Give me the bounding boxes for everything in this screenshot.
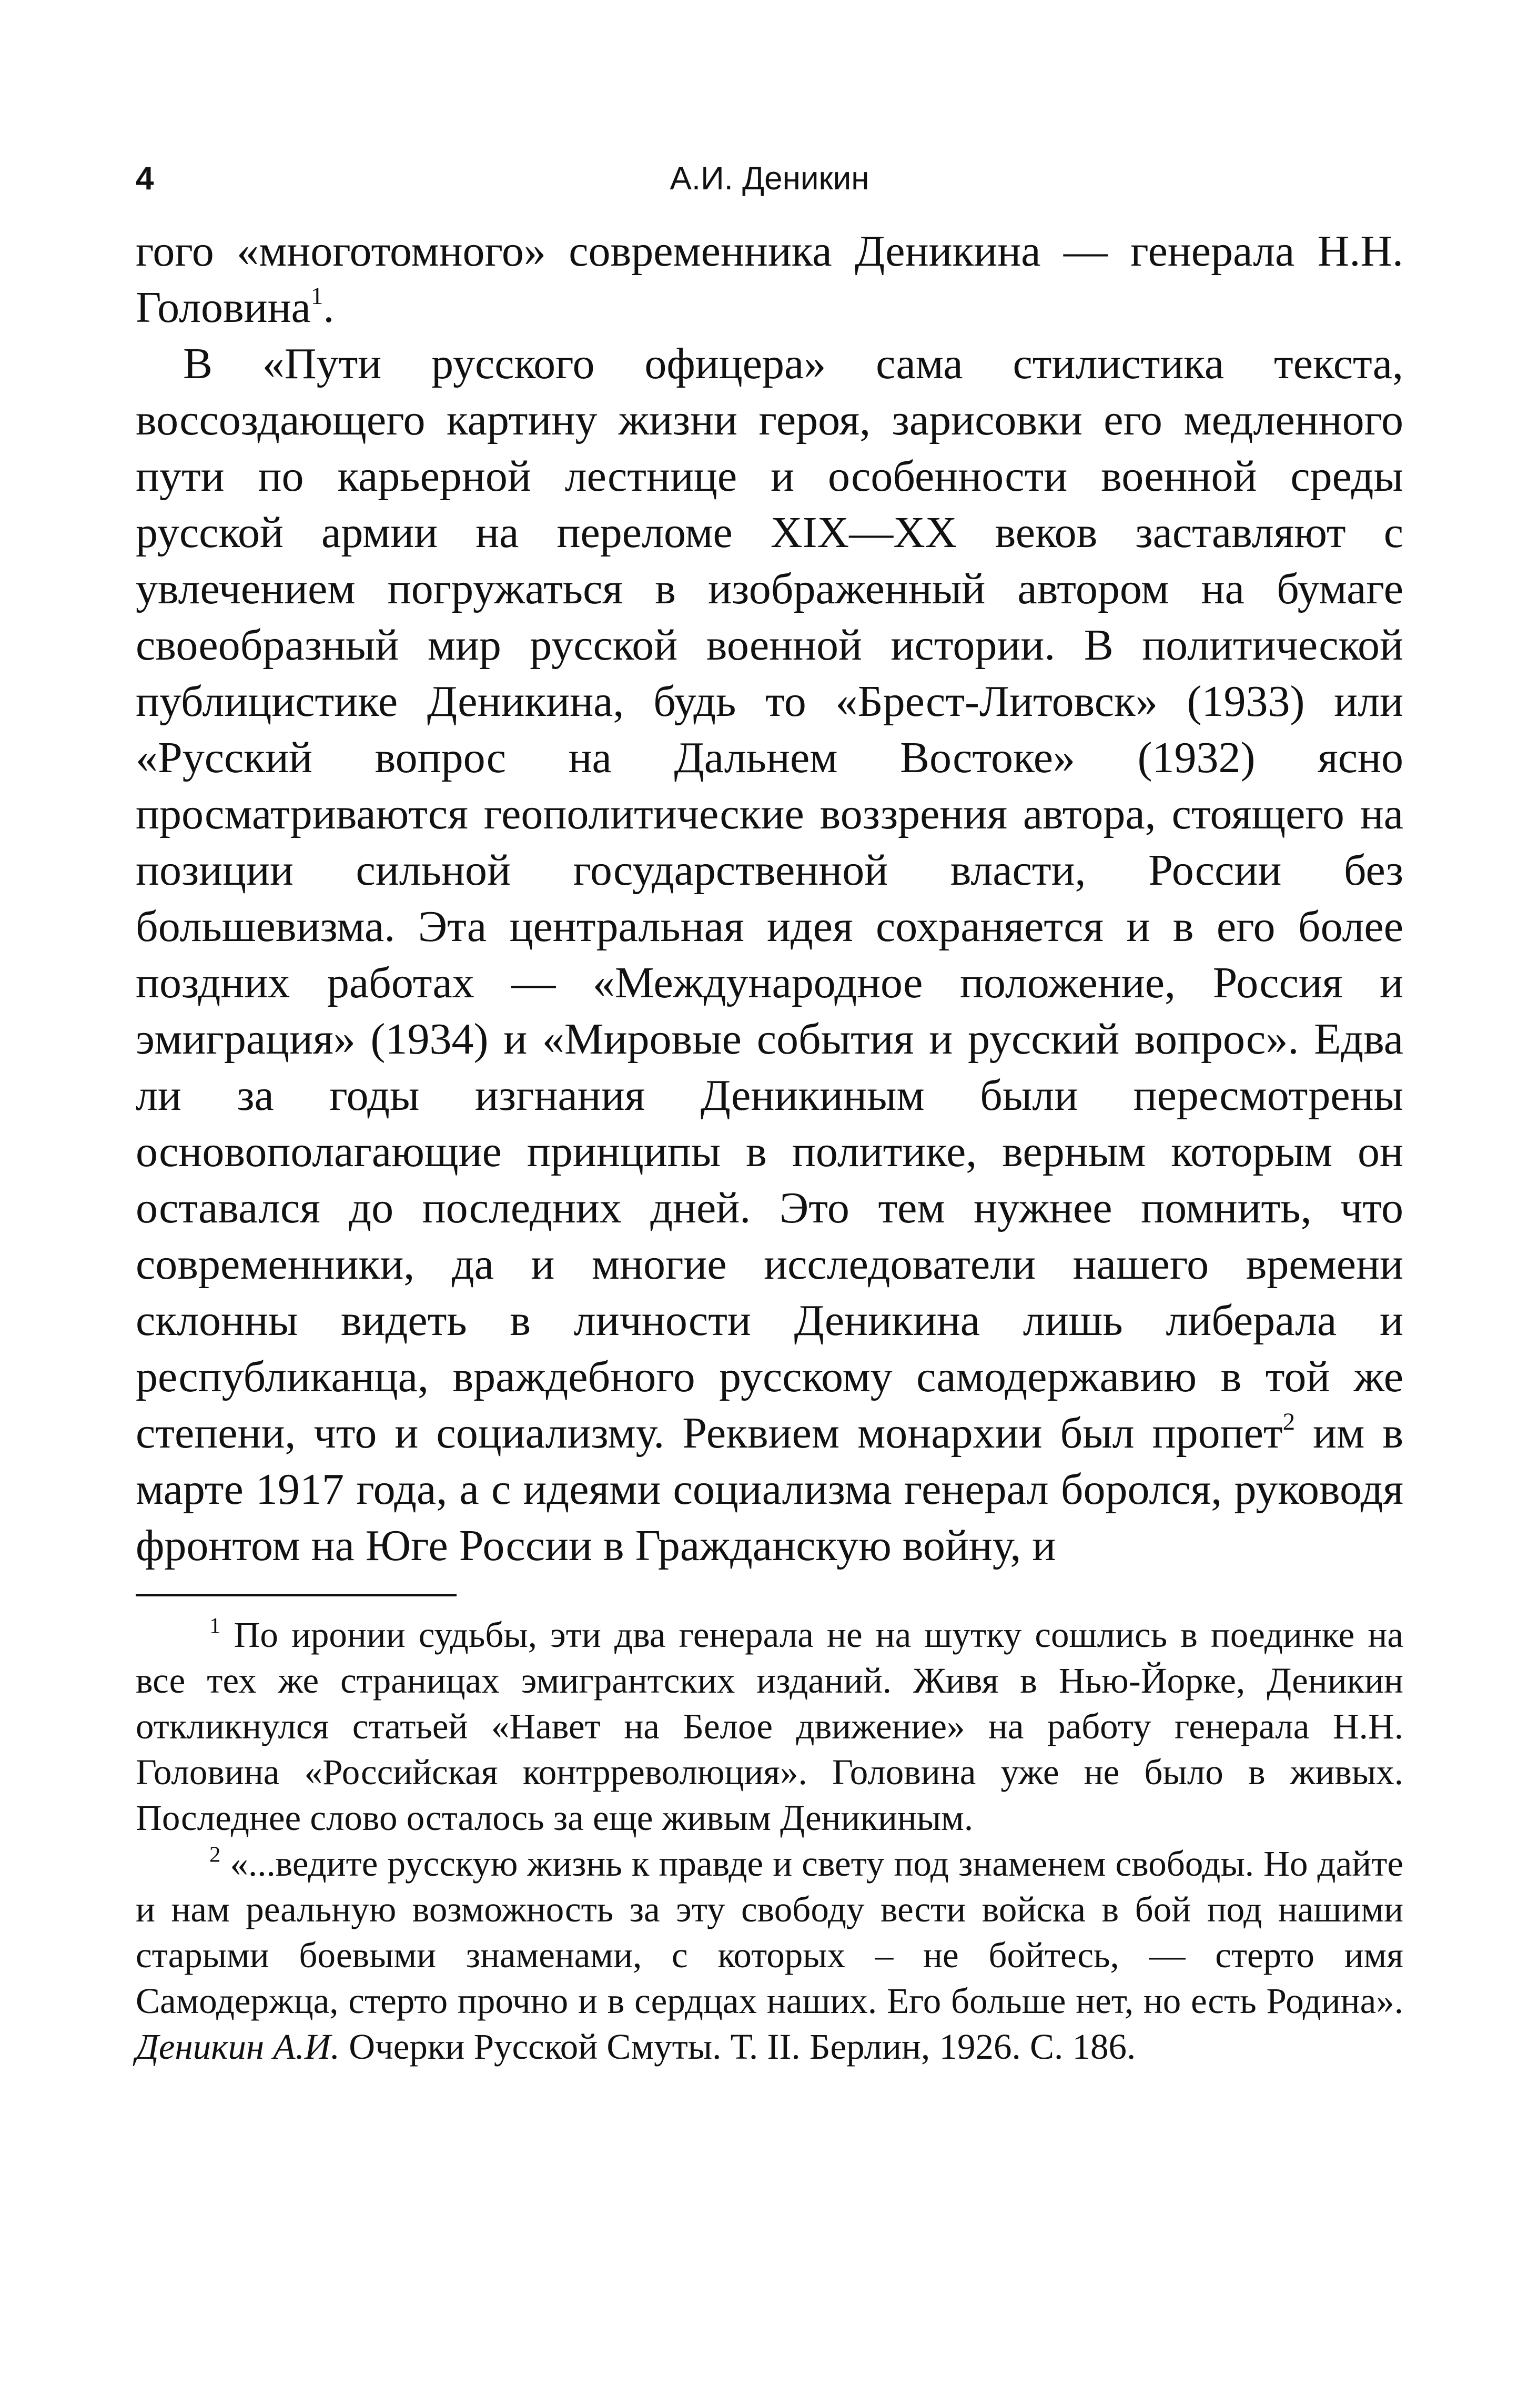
footnote-text: «...ведите русскую жизнь к правде и свету под знаменем свободы. Но дайте и нам реальную возможность за эту свободу вести войска в бой под нашими старыми боевыми знаменами, с которых – не бойтесь, — стерто имя Самодержца, стерто прочно и в сердцах наших. Его больше нет, но есть Родина».: [136, 1844, 1403, 2021]
paragraph-end: .: [323, 283, 335, 332]
paragraph-text: гого «многотомного» современника Деникина — генерала Н.Н. Головина: [136, 227, 1403, 332]
footnote-ref-2: 2: [1282, 1408, 1296, 1436]
page-number: 4: [136, 160, 154, 197]
running-header: [136, 158, 1403, 200]
main-text: [136, 223, 1403, 1574]
paragraph-continued: [136, 223, 1403, 336]
citation-source: Очерки Русской Смуты. Т. II. Берлин, 1926. С. 186.: [340, 2027, 1136, 2067]
paragraph-text: В «Пути русского офицера» сама стилистика текста, воссоздающего картину жизни героя, зарисовки его медленного пути по карьерной лестнице и особенности военной среды русской армии на переломе XIX—XX веков заставляют с увлечением погружаться в изображенный автором на бумаге своеобразный мир русской военной истории. В политической публицистике Деникина, будь то «Брест-Литовск» (1933) или «Русский вопрос на Дальнем Востоке» (1932) ясно просматриваются геополитические воззрения автора, стоящего на позиции сильной государственной власти, России без большевизма. Эта центральная идея сохраняется и в его более поздних работах — «Международное положение, Россия и эмиграция» (1934) и «Мировые события и русский вопрос». Едва ли за годы изгнания Деникиным были пересмотрены основополагающие принципы в политике, верным которым он оставался до последних дней. Это тем нужнее помнить, что современники, да и многие исследователи нашего времени склонны видеть в личности Деникина лишь либерала и республиканца, враждебного русскому самодержавию в той же степени, что и социализму. Реквием монархии был пропет: [136, 339, 1403, 1458]
footnote-ref-1: 1: [310, 282, 323, 310]
footnote-divider: [136, 1594, 457, 1596]
footnote-text: По иронии судьбы, эти два генерала не на шутку сошлись в поединке на все тех же страницах эмигрантских изданий. Живя в Нью-Йорке, Деникин откликнулся статьей «Навет на Белое движение» на работу генерала Н.Н. Головина «Российская контрреволюция». Головина уже не было в живых. Последнее слово осталось за еще живым Деникиным.: [136, 1615, 1403, 1838]
footnote-2: [136, 1841, 1403, 2070]
book-page: [136, 158, 1403, 2070]
running-title: А.И. Деникин: [670, 160, 869, 197]
footnote-marker: 2: [209, 1842, 221, 1867]
citation-author: Деникин А.И.: [136, 2027, 340, 2067]
paragraph: [136, 336, 1403, 1574]
footnote-1: [136, 1612, 1403, 1841]
paragraph-text-continued: им в марте 1917 года, а с идеями социализма генерал боролся, руководя фронтом на Юге России в Гражданскую войну, и: [136, 1409, 1404, 1570]
footnote-marker: 1: [209, 1613, 221, 1638]
footnotes: [136, 1612, 1403, 2070]
